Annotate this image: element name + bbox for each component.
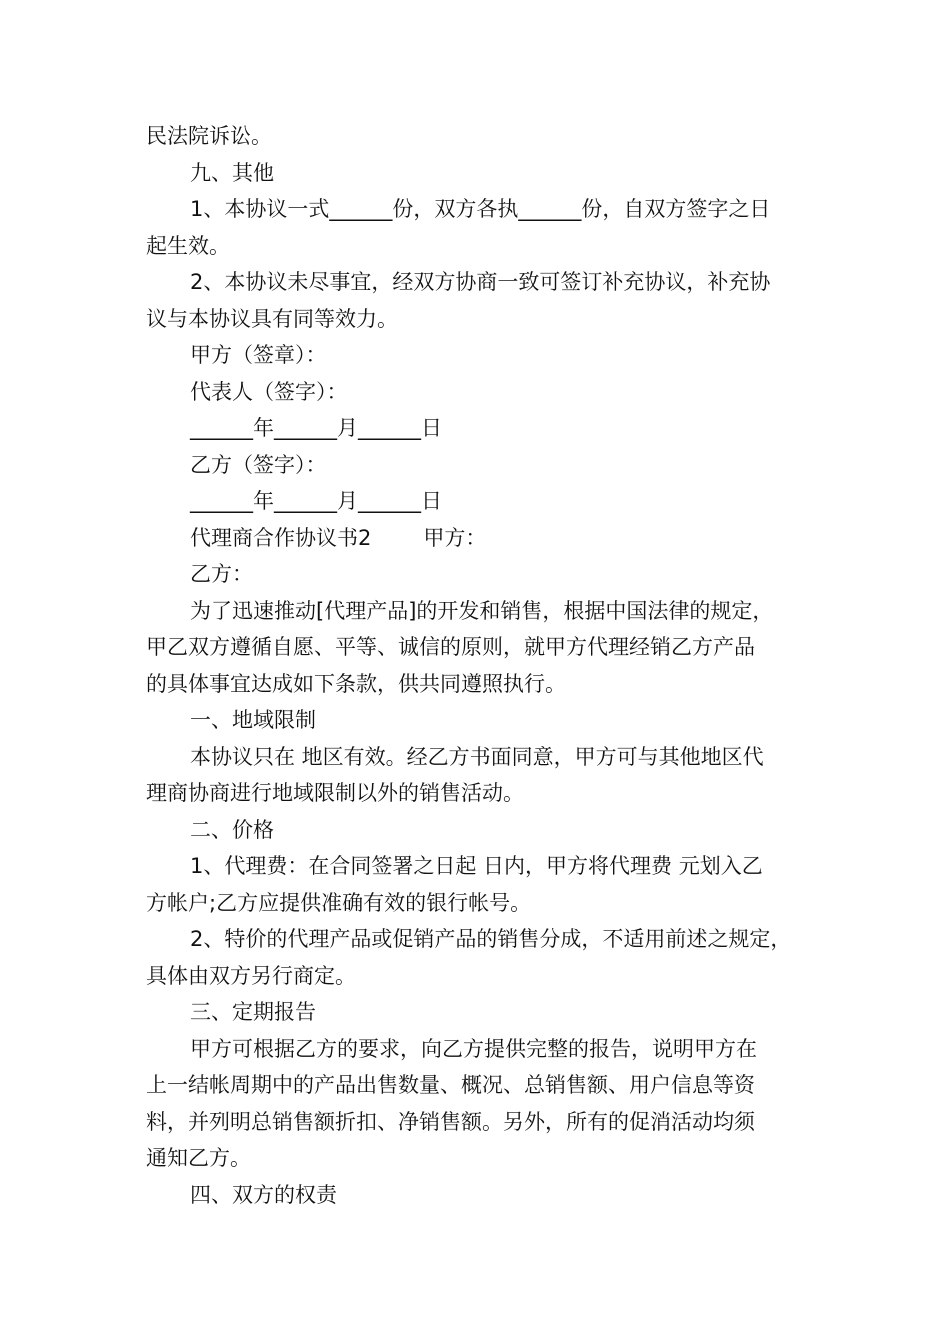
text-line: 议与本协议具有同等效力。 — [146, 306, 398, 331]
text-line: 的具体事宜达成如下条款，供共同遵照执行。 — [146, 671, 566, 696]
text-line: 1、代理费：在合同签署之日起 日内，甲方将代理费 元划入乙 — [190, 854, 763, 878]
text-line: 2、特价的代理产品或促销产品的销售分成，不适用前述之规定， — [190, 927, 792, 951]
text-line: ______年______月______日 — [190, 416, 442, 440]
text-line: 九、其他 — [190, 160, 274, 185]
text-line: 乙方： — [190, 562, 253, 586]
text-line: 理商协商进行地域限制以外的销售活动。 — [146, 781, 524, 805]
text-line: 民法院诉讼。 — [146, 124, 272, 148]
text-line: 方帐户;乙方应提供准确有效的银行帐号。 — [146, 890, 532, 915]
text-line: 通知乙方。 — [146, 1146, 251, 1170]
text-line: 甲乙双方遵循自愿、平等、诚信的原则，就甲方代理经销乙方产品 — [146, 635, 755, 659]
agreement-title-line — [146, 520, 826, 557]
text-line: 2、本协议未尽事宜，经双方协商一致可签订补充协议，补充协 — [190, 270, 771, 294]
text-line: 四、双方的权责 — [190, 1182, 337, 1207]
text-line: 甲方可根据乙方的要求，向乙方提供完整的报告，说明甲方在 — [190, 1036, 757, 1061]
text-line: 1、本协议一式______份，双方各执______份，自双方签字之日 — [190, 197, 771, 221]
text-line: 起生效。 — [146, 233, 230, 258]
text-line: 一、地域限制 — [190, 708, 316, 732]
text-line: 为了迅速推动[代理产品]的开发和销售，根据中国法律的规定， — [190, 598, 774, 623]
text-line: 具体由双方另行商定。 — [146, 963, 356, 988]
text-line: ______年______月______日 — [190, 489, 442, 513]
text-line: 上一结帐周期中的产品出售数量、概况、总销售额、用户信息等资 — [146, 1073, 755, 1097]
agreement-title: 代理商合作协议书2 — [190, 525, 372, 550]
text-line: 料，并列明总销售额折扣、净销售额。另外，所有的促消活动均须 — [146, 1109, 755, 1134]
party-a-label: 甲方： — [423, 525, 487, 550]
text-line: 二、价格 — [190, 817, 274, 842]
text-line: 本协议只在 地区有效。经乙方书面同意，甲方可与其他地区代 — [190, 744, 764, 769]
text-line: 乙方（签字）： — [190, 452, 327, 477]
text-line: 代表人（签字）： — [190, 379, 348, 404]
text-line: 三、定期报告 — [190, 1000, 316, 1024]
document-body — [146, 118, 826, 1213]
text-line: 甲方（签章）： — [190, 343, 327, 367]
